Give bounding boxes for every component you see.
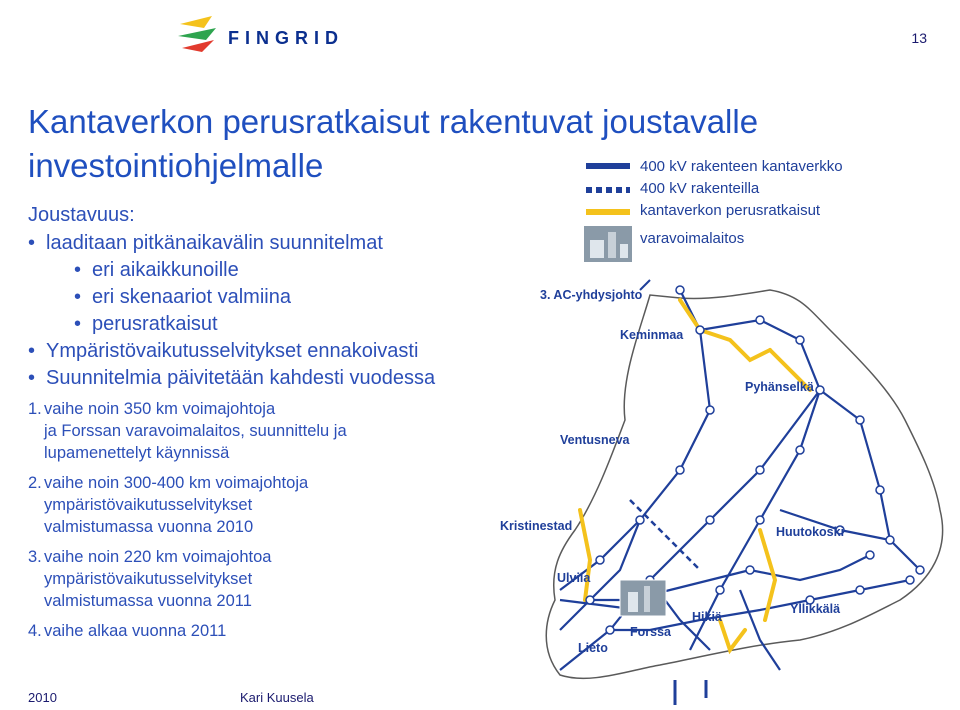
city-label: Huutokoski xyxy=(776,525,845,539)
city-label: Keminmaa xyxy=(620,328,684,342)
footer-author: Kari Kuusela xyxy=(240,690,314,705)
phase-number: 1. xyxy=(28,400,42,418)
page-number: 13 xyxy=(911,30,927,46)
power-plant-photo-detail xyxy=(628,592,638,612)
phase-line: ympäristövaikutusselvitykset xyxy=(44,570,253,588)
bullet-item: • eri skenaariot valmiina xyxy=(74,284,435,311)
city-label: Kristinestad xyxy=(500,519,573,533)
footer-year: 2010 xyxy=(28,690,57,705)
power-plant-photo xyxy=(620,580,666,616)
city-label: Pyhänselkä xyxy=(745,380,814,394)
phase-line: ja Forssan varavoimalaitos, suunnittelu ja xyxy=(44,422,347,440)
city-label: Ulvila xyxy=(557,571,591,585)
legend-item xyxy=(584,180,904,200)
legend-label: varavoimalaitos xyxy=(640,230,745,247)
power-plant-photo-detail xyxy=(644,586,650,612)
page-title: Kantaverkon perusratkaisut rakentuvat joustavalle investointiohjelmalle xyxy=(28,103,759,184)
legend-item xyxy=(584,158,904,178)
bullet-list xyxy=(28,230,435,392)
bullet-item: • Suunnitelmia päivitetään kahdesti vuodessa xyxy=(28,365,435,392)
city-label: Hikiä xyxy=(692,610,722,624)
phase-line: valmistumassa vuonna 2011 xyxy=(44,592,252,610)
phase-item xyxy=(28,398,468,464)
phase-number: 4. xyxy=(28,622,42,640)
planned-lines xyxy=(580,300,810,650)
phase-number: 2. xyxy=(28,474,42,492)
grid-map xyxy=(500,270,960,710)
city-label: Forssa xyxy=(630,625,671,639)
phase-line: vaihe noin 300-400 km voimajohtoja xyxy=(44,474,309,492)
phase-line: valmistumassa vuonna 2010 xyxy=(44,518,254,536)
bullet-item: • Ympäristövaikutusselvitykset ennakoivasti xyxy=(28,338,435,365)
fingrid-logo-icon xyxy=(176,14,236,58)
legend-item xyxy=(584,230,904,250)
city-label: Ventusneva xyxy=(560,433,630,447)
bullet-item: • eri aikaikkunoille xyxy=(74,257,435,284)
city-label: 3. AC-yhdysjohto xyxy=(540,288,643,302)
dashed-blue-line-icon xyxy=(584,180,632,200)
bullet-item: • perusratkaisut xyxy=(74,311,435,338)
phase-line: lupamenettelyt käynnissä xyxy=(44,444,230,462)
bottom-connectors xyxy=(675,680,706,705)
phase-item xyxy=(28,620,468,642)
city-label: Lieto xyxy=(578,641,608,655)
phase-line: vaihe noin 220 km voimajohtoa xyxy=(44,548,272,566)
dashed-line xyxy=(630,500,700,570)
phase-list xyxy=(28,398,468,650)
phase-number: 3. xyxy=(28,548,42,566)
solid-blue-line-icon xyxy=(584,158,632,178)
legend-label: 400 kV rakenteilla xyxy=(640,180,760,197)
yellow-line-icon xyxy=(584,202,632,222)
power-plant-photo-icon xyxy=(584,226,632,262)
legend-label: 400 kV rakenteen kantaverkko xyxy=(640,158,843,175)
bullet-item: • laaditaan pitkänaikavälin suunnitelmat xyxy=(28,230,435,257)
finland-map-svg xyxy=(500,270,960,710)
logo-text: FINGRID xyxy=(228,28,344,48)
phase-item xyxy=(28,546,468,612)
phase-line: vaihe alkaa vuonna 2011 xyxy=(44,622,227,640)
phase-line: ympäristövaikutusselvitykset xyxy=(44,496,253,514)
legend-label: kantaverkon perusratkaisut xyxy=(640,202,821,219)
phase-line: vaihe noin 350 km voimajohtoja xyxy=(44,400,276,418)
legend-item xyxy=(584,202,904,222)
city-label: Yllikkälä xyxy=(790,602,841,616)
phase-item xyxy=(28,472,468,538)
subtitle: Joustavuus: xyxy=(28,204,135,226)
fingrid-logo xyxy=(176,14,356,58)
grid-lines xyxy=(560,290,920,670)
